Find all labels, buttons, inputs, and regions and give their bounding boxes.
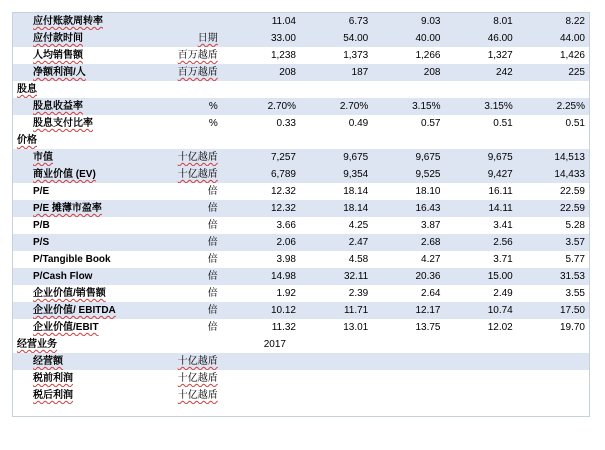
table-row	[13, 115, 589, 132]
row-label: 企业价值/ EBITDA	[13, 302, 172, 319]
row-value: 14.11	[444, 200, 516, 217]
row-value	[300, 387, 372, 404]
table-row	[13, 166, 589, 183]
row-value: 2.64	[421, 288, 441, 299]
row-value: 13.01	[343, 322, 369, 333]
row-value: 33.00	[228, 30, 300, 47]
row-value: 5.77	[565, 254, 585, 265]
row-value: 9,525	[372, 166, 444, 183]
row-value: 4.27	[421, 254, 441, 265]
row-label: 应付账款周转率	[13, 13, 172, 30]
row-value: 1,426	[559, 50, 585, 61]
table-row	[13, 13, 589, 30]
row-label: P/S	[13, 234, 172, 251]
row-value: 8.01	[444, 13, 516, 30]
row-label: 应付款时间	[13, 30, 172, 47]
row-value: 2.39	[348, 288, 369, 299]
row-value	[517, 370, 589, 387]
row-unit: 日期	[172, 30, 228, 47]
table-row	[13, 30, 589, 47]
row-unit: 十亿越盾	[172, 166, 228, 183]
row-value: 18.14	[300, 200, 372, 217]
row-value	[444, 353, 516, 370]
row-label: P/E	[33, 186, 50, 197]
row-unit: 十亿越盾	[177, 373, 218, 384]
row-value: 32.11	[300, 268, 372, 285]
row-unit	[172, 13, 228, 30]
empty-cell	[372, 336, 444, 353]
table-row	[13, 183, 589, 200]
row-value	[228, 353, 300, 370]
table-row	[13, 268, 589, 285]
row-value	[228, 387, 300, 404]
row-value: 3.41	[493, 220, 513, 231]
row-value: 18.10	[415, 186, 441, 197]
row-value: 12.32	[270, 186, 296, 197]
row-value: 187	[300, 64, 372, 81]
row-value: 1,327	[487, 50, 513, 61]
row-value: 3.15%	[444, 98, 516, 115]
row-value: 9,354	[300, 166, 372, 183]
row-label: 股息收益率	[13, 98, 172, 115]
row-value: 0.49	[348, 118, 369, 129]
row-value: 3.66	[276, 220, 296, 231]
row-unit: 倍	[207, 288, 218, 299]
empty-cell	[517, 336, 589, 353]
row-value: 9,427	[444, 166, 516, 183]
row-value: 8.22	[517, 13, 589, 30]
row-value: 6.73	[300, 13, 372, 30]
row-value: 242	[444, 64, 516, 81]
row-value	[372, 370, 444, 387]
row-label: P/Cash Flow	[13, 268, 172, 285]
row-value	[300, 353, 372, 370]
table-row	[13, 64, 589, 81]
row-value: 14,433	[517, 166, 589, 183]
row-value: 1.92	[276, 288, 296, 299]
row-label: 企业价值/销售额	[33, 288, 106, 299]
row-label: P/Tangible Book	[33, 254, 111, 265]
row-value: 44.00	[517, 30, 589, 47]
row-unit: 倍	[172, 268, 228, 285]
section-title: 价格	[17, 135, 37, 146]
row-value: 6,789	[228, 166, 300, 183]
section-header-row	[13, 132, 589, 149]
row-unit: 十亿越盾	[172, 353, 228, 370]
table-row	[13, 251, 589, 268]
row-unit: 倍	[172, 302, 228, 319]
table-row	[13, 47, 589, 64]
row-value: 40.00	[372, 30, 444, 47]
table-row	[13, 285, 589, 302]
row-value: 2.49	[493, 288, 513, 299]
row-value: 0.51	[493, 118, 513, 129]
row-value: 22.59	[517, 200, 589, 217]
row-unit: 倍	[207, 186, 218, 197]
row-value: 4.25	[348, 220, 369, 231]
row-value: 15.00	[444, 268, 516, 285]
row-value	[517, 387, 589, 404]
row-value: 3.98	[276, 254, 296, 265]
row-value: 1,266	[415, 50, 441, 61]
row-value: 10.12	[228, 302, 300, 319]
section-title: 股息	[17, 84, 37, 95]
row-value: 3.55	[565, 288, 585, 299]
table-row	[13, 353, 589, 370]
row-value: 31.53	[517, 268, 589, 285]
row-unit: 倍	[207, 220, 218, 231]
row-label: 经营额	[13, 353, 172, 370]
row-value: 225	[517, 64, 589, 81]
table-row	[13, 149, 589, 166]
row-label: P/B	[33, 220, 50, 231]
row-unit: 十亿越盾	[172, 149, 228, 166]
row-value: 12.02	[487, 322, 513, 333]
row-value	[372, 387, 444, 404]
row-label: 人均销售额	[33, 50, 83, 61]
row-label: P/E 摊薄市盈率	[13, 200, 172, 217]
year-label: 2017	[263, 339, 286, 350]
row-value: 10.74	[444, 302, 516, 319]
empty-cell	[444, 336, 516, 353]
row-unit: 百万越盾	[177, 50, 218, 61]
row-value: 46.00	[444, 30, 516, 47]
row-value	[444, 370, 516, 387]
row-value: 3.71	[493, 254, 513, 265]
row-unit: 倍	[207, 322, 218, 333]
row-value	[444, 387, 516, 404]
row-value: 11.04	[228, 13, 300, 30]
row-value: 1,373	[343, 50, 369, 61]
row-unit: 倍	[172, 200, 228, 217]
row-value: 0.51	[565, 118, 585, 129]
row-value: 208	[372, 64, 444, 81]
table-row	[13, 370, 589, 387]
row-value: 9,675	[444, 149, 516, 166]
row-value: 2.70%	[228, 98, 300, 115]
row-value: 2.06	[228, 234, 300, 251]
empty-cell	[300, 336, 372, 353]
row-value: 2.25%	[517, 98, 589, 115]
section-header-row	[13, 81, 589, 98]
table-row	[13, 319, 589, 336]
row-label: 市值	[13, 149, 172, 166]
section-header-row	[13, 336, 589, 353]
row-value: 7,257	[228, 149, 300, 166]
row-value: 11.32	[271, 322, 296, 333]
row-unit: 倍	[207, 254, 218, 265]
row-value	[372, 353, 444, 370]
row-value: 18.14	[343, 186, 369, 197]
row-value: 22.59	[559, 186, 585, 197]
row-unit: 倍	[172, 234, 228, 251]
row-value: 3.15%	[372, 98, 444, 115]
row-label: 税前利润	[33, 373, 73, 384]
row-value: 2.56	[444, 234, 516, 251]
financial-ratios-table	[13, 13, 589, 404]
row-label: 企业价值/EBIT	[33, 322, 99, 333]
table-row	[13, 387, 589, 404]
row-unit: %	[172, 98, 228, 115]
financial-ratios-document	[12, 12, 590, 417]
row-value: 5.28	[565, 220, 585, 231]
row-value	[228, 370, 300, 387]
row-value: 4.58	[348, 254, 369, 265]
row-value: 12.17	[372, 302, 444, 319]
table-row	[13, 98, 589, 115]
row-value: 9,675	[300, 149, 372, 166]
row-label: 税后利润	[33, 390, 73, 401]
row-value: 3.57	[517, 234, 589, 251]
table-row	[13, 200, 589, 217]
row-value: 16.43	[372, 200, 444, 217]
row-value: 3.87	[421, 220, 441, 231]
row-value: 2.68	[372, 234, 444, 251]
row-value: 54.00	[300, 30, 372, 47]
row-value: 1,238	[270, 50, 296, 61]
table-row	[13, 302, 589, 319]
row-value: 9.03	[372, 13, 444, 30]
row-unit: %	[208, 118, 218, 129]
row-value: 17.50	[517, 302, 589, 319]
row-value: 2.47	[300, 234, 372, 251]
row-value: 20.36	[372, 268, 444, 285]
row-value: 9,675	[372, 149, 444, 166]
row-value: 14.98	[228, 268, 300, 285]
row-value: 14,513	[517, 149, 589, 166]
row-value: 12.32	[228, 200, 300, 217]
table-row	[13, 217, 589, 234]
row-value: 16.11	[488, 186, 513, 197]
row-value: 0.57	[421, 118, 441, 129]
row-value: 13.75	[415, 322, 441, 333]
row-label: 股息支付比率	[33, 118, 93, 129]
row-value	[517, 353, 589, 370]
row-value: 2.70%	[300, 98, 372, 115]
row-unit: 十亿越盾	[177, 390, 218, 401]
row-value	[300, 370, 372, 387]
row-value: 19.70	[559, 322, 585, 333]
row-unit: 百万越盾	[172, 64, 228, 81]
row-value: 11.71	[300, 302, 372, 319]
row-value: 208	[228, 64, 300, 81]
table-row	[13, 234, 589, 251]
section-title: 经营业务	[17, 339, 57, 350]
row-value: 0.33	[276, 118, 296, 129]
row-label: 净额利润/人	[13, 64, 172, 81]
row-label: 商业价值 (EV)	[13, 166, 172, 183]
